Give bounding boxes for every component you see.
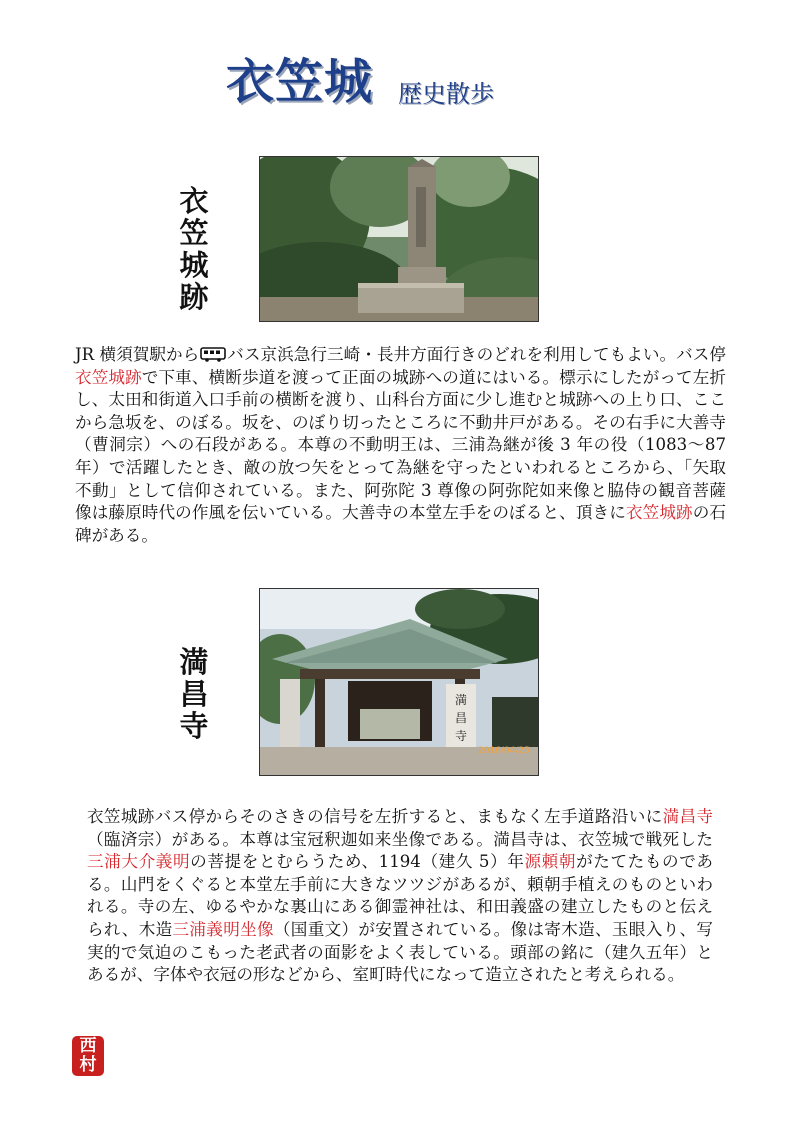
highlighted-term: 三浦大介義明 [87, 852, 191, 872]
svg-text:寺: 寺 [454, 729, 468, 743]
section2-paragraph [87, 806, 713, 987]
paragraph-text: がたてたものである。山門をくぐると本堂左手前に大きなツツジがあるが、頼朝手植えのものといわれる。寺の左、ゆるやかな裏山にある御霊神社は、和田義盛の建立したものと伝えられ、木造 [87, 852, 714, 939]
section1-label: 衣笠城跡 [179, 184, 209, 314]
paragraph-text: JR 横須賀駅から [75, 345, 200, 364]
highlighted-term: 衣笠城跡 [75, 367, 142, 387]
paragraph-text: バス京浜急行三崎・長井方面行きのどれを利用してもよい。バス停 [227, 345, 727, 364]
page-subtitle: 歴史散歩 [398, 80, 494, 108]
paragraph-text: （国重文）が安置されている。像は寄木造、玉眼入り、写実的で気迫のこもった老武者の面影をよく表している。頭部の銘に（建久五年）とあるが、字体や衣冠の形などから、室町時代になって造立されたと考えられる。 [87, 919, 714, 985]
paragraph-text: （臨済宗）がある。本尊は宝冠釈迦如来坐像である。満昌寺は、衣笠城で戦死した [87, 829, 713, 849]
author-seal: 西 村 [72, 1036, 104, 1076]
temple-gate-photo [259, 588, 539, 776]
highlighted-term: 三浦義明坐像 [172, 919, 274, 939]
paragraph-text: の石碑がある。 [75, 503, 727, 545]
page-title: 衣笠城 [226, 54, 374, 110]
section2-label: 満昌寺 [179, 645, 209, 743]
svg-text:昌: 昌 [454, 711, 468, 725]
paragraph-text: で下車、横断歩道を渡って正面の城跡への道にはいる。標示にしたがって左折し、太田和街道入口手前の横断を渡り、山科台方面に少し進むと城跡への上り口、ここから急坂を、のぼる。坂を、のぼり切ったところに不動井戸がある。その右手に大善寺（曹洞宗）への石段がある。本尊の不動明王は、三浦為継が後 3 年の役（1083～87 年）で活躍したとき、敵の放つ矢をとって為継を守ったといわれるところから、「矢取不動」として信仰されている。また、阿弥陀 3 尊像の阿弥陀如来像と脇侍の観音菩薩像は藤原時代の作風を伝いている。大善寺の本堂左手をのぼると、頂きに [75, 367, 726, 523]
castle-monument-photo [259, 156, 539, 322]
photo-date-stamp: 2016/04/25 [478, 746, 530, 756]
svg-text:満: 満 [454, 693, 468, 707]
bus-icon [200, 347, 226, 362]
highlighted-term: 衣笠城跡 [625, 503, 693, 523]
paragraph-text: の菩提をとむらうため、1194（建久 5）年 [190, 852, 525, 872]
section1-paragraph [75, 344, 726, 547]
paragraph-text: 衣笠城跡バス停からそのさきの信号を左折すると、まもなく左手道路沿いに [87, 807, 663, 826]
highlighted-term: 満昌寺 [662, 807, 714, 826]
highlighted-term: 源頼朝 [524, 852, 577, 872]
